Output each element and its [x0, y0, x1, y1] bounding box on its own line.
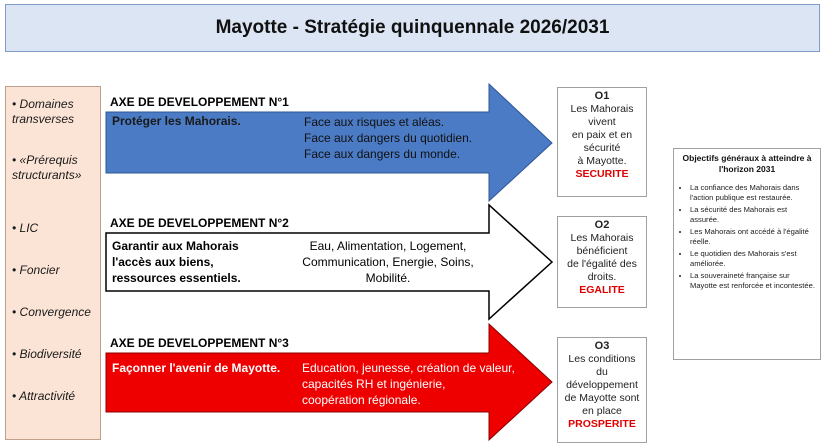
- left-item-lic: • LIC: [12, 221, 39, 235]
- objective-o1-box: [557, 87, 647, 197]
- objective-o3-keyword: PROSPERITE: [568, 418, 636, 430]
- objective-o1-line: à Mayotte.: [577, 155, 627, 167]
- objective-o2-line: bénéficient: [576, 245, 628, 257]
- axis-2-title: AXE DE DEVELOPPEMENT N°2: [110, 216, 289, 230]
- axis-2-details: Eau, Alimentation, Logement, Communication, Energie, Soins, Mobilité.: [302, 239, 474, 285]
- axis-3-title: AXE DE DEVELOPPEMENT N°3: [110, 336, 289, 350]
- left-item-domains: • Domaines transverses: [12, 97, 75, 126]
- objective-o3-line: du: [596, 366, 608, 378]
- objective-o2-line: de l'égalité des: [567, 258, 637, 270]
- general-goals-title: Objectifs généraux à atteindre à l'horizon 2031: [682, 153, 812, 174]
- goal-item: • La souveraineté française sur Mayotte est renforcée et incontestée.: [690, 271, 816, 291]
- goal-item: • Les Mahorais ont accédé à l'égalité réelle.: [690, 227, 816, 247]
- objective-o1-line: Les Mahorais: [570, 103, 634, 115]
- axis-3-label: Façonner l'avenir de Mayotte.: [112, 361, 281, 375]
- objective-o2-box: [557, 216, 647, 308]
- objective-o2-keyword: EGALITE: [579, 284, 625, 296]
- general-goals-list: [678, 183, 816, 291]
- objective-o2-line: droits.: [587, 271, 617, 283]
- page-title: Mayotte - Stratégie quinquennale 2026/2031: [5, 4, 820, 52]
- axis-2-label: Garantir aux Mahorais l'accès aux biens, ressources essentiels.: [112, 239, 241, 285]
- objective-o1-line: en paix et en: [571, 129, 633, 141]
- left-item-foncier: • Foncier: [12, 263, 60, 277]
- general-goals-box: [673, 148, 821, 360]
- left-item-convergence: • Convergence: [12, 305, 91, 319]
- goal-item: • La confiance des Mahorais dans l'action publique est restaurée.: [690, 183, 816, 203]
- left-item-attractivity: • Attractivité: [12, 389, 76, 403]
- objective-o3-line: développement: [566, 379, 638, 391]
- objective-o3-line: de Mayotte sont: [564, 392, 640, 404]
- axis-1-title: AXE DE DEVELOPPEMENT N°1: [110, 95, 289, 109]
- objective-o3-line: en place: [582, 405, 622, 417]
- axis-3-details: Education, jeunesse, création de valeur, capacités RH et ingénierie, coopération régionale.: [302, 361, 515, 407]
- axis-1-details: Face aux risques et aléas. Face aux dangers du quotidien. Face aux dangers du monde.: [304, 115, 473, 161]
- objective-o3-id: O3: [594, 340, 610, 352]
- goal-item: • La sécurité des Mahorais est assurée.: [690, 205, 816, 225]
- objective-o2-line: Les Mahorais: [570, 232, 634, 244]
- objective-o3-box: [557, 337, 647, 443]
- axis-1-label: Protéger les Mahorais.: [112, 114, 241, 128]
- objective-o3-line: Les conditions: [568, 353, 636, 365]
- objective-o2-id: O2: [594, 219, 610, 231]
- objective-o1-id: O1: [594, 90, 610, 102]
- left-item-prerequisites: • «Prérequis structurants»: [12, 153, 82, 182]
- goal-item: • Le quotidien des Mahorais s'est améliorée.: [690, 249, 816, 269]
- objective-o1-keyword: SECURITE: [575, 168, 629, 180]
- objective-o1-line: sécurité: [583, 142, 621, 154]
- left-item-biodiversity: • Biodiversité: [12, 347, 82, 361]
- objective-o1-line: vivent: [588, 116, 616, 128]
